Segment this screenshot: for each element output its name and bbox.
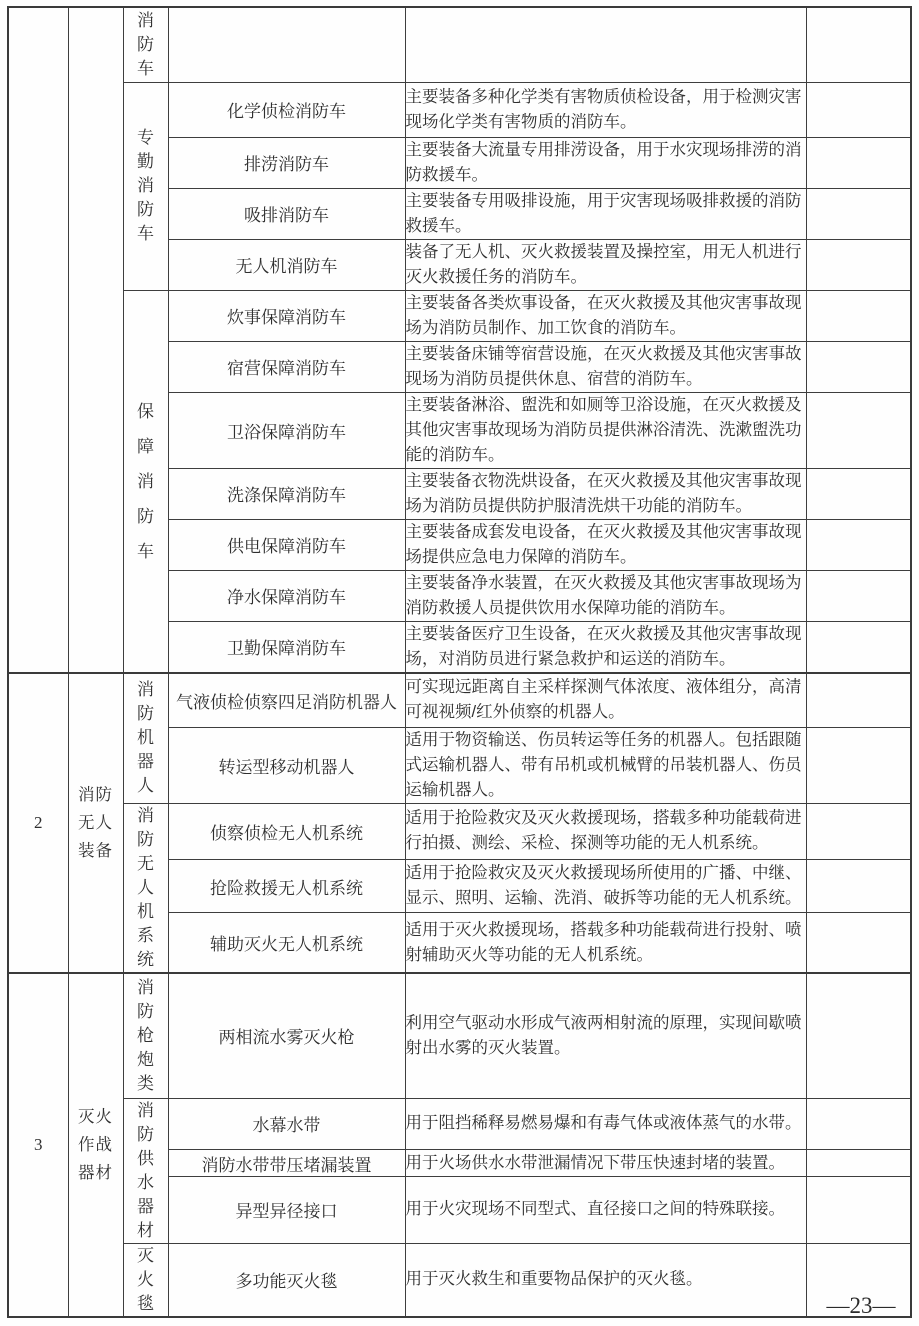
item-name-cell: 两相流水雾灭火枪 (168, 973, 405, 1098)
subcategory-label: 消防枪炮类 (137, 977, 154, 1093)
row-number-cell (8, 7, 68, 673)
subcategory-cell (123, 673, 168, 804)
description-cell: 主要装备净水装置，在灭火救援及其他灾害事故现场为消防救援人员提供饮用水保障功能的消防车。 (405, 570, 806, 621)
item-name-cell: 化学侦检消防车 (168, 82, 405, 137)
description-cell (405, 7, 806, 82)
item-name-cell: 排涝消防车 (168, 137, 405, 188)
item-name-cell: 宿营保障消防车 (168, 341, 405, 392)
item-name-cell: 消防水带带压堵漏装置 (168, 1150, 405, 1177)
row-number-cell: 2 (8, 673, 68, 974)
remark-cell (806, 188, 911, 239)
subcategory-label: 专勤消防车 (137, 128, 154, 243)
item-name-cell: 卫勤保障消防车 (168, 621, 405, 673)
subcategory-cell (123, 1243, 168, 1317)
description-cell: 主要装备医疗卫生设备，在灭火救援及其他灾害事故现场，对消防员进行紧急救护和运送的消防车。 (405, 621, 806, 673)
remark-cell (806, 913, 911, 973)
subcategory-label: 灭火毯 (137, 1245, 154, 1313)
item-name-cell: 多功能灭火毯 (168, 1243, 405, 1317)
page-number: —23— (826, 1293, 896, 1318)
subcategory-label: 消防车 (137, 10, 154, 78)
item-name-cell: 抢险救援无人机系统 (168, 859, 405, 913)
remark-cell (806, 392, 911, 468)
subcategory-cell (123, 82, 168, 290)
remark-cell (806, 7, 911, 82)
description-cell: 主要装备衣物洗烘设备，在灭火救援及其他灾害事故现场为消防员提供防护服清洗烘干功能的消防车。 (405, 468, 806, 519)
item-name-cell: 吸排消防车 (168, 188, 405, 239)
description-cell: 用于火灾现场不同型式、直径接口之间的特殊联接。 (405, 1177, 806, 1243)
subcategory-cell (123, 804, 168, 974)
description-cell: 用于火场供水水带泄漏情况下带压快速封堵的装置。 (405, 1150, 806, 1177)
remark-cell (806, 519, 911, 570)
description-cell: 主要装备多种化学类有害物质侦检设备，用于检测灾害现场化学类有害物质的消防车。 (405, 82, 806, 137)
category-cell (68, 673, 123, 974)
remark-cell (806, 728, 911, 804)
remark-cell (806, 341, 911, 392)
remark-cell (806, 673, 911, 728)
remark-cell (806, 570, 911, 621)
row-number-cell: 3 (8, 973, 68, 1317)
item-name-cell: 供电保障消防车 (168, 519, 405, 570)
remark-cell (806, 82, 911, 137)
subcategory-cell (123, 973, 168, 1098)
remark-cell (806, 137, 911, 188)
description-cell: 适用于灭火救援现场，搭载多种功能载荷进行投射、喷射辅助灭火等功能的无人机系统。 (405, 913, 806, 973)
item-name-cell (168, 7, 405, 82)
item-name-cell: 转运型移动机器人 (168, 728, 405, 804)
subcategory-label: 消防无人机系统 (137, 806, 154, 969)
description-cell: 适用于抢险救灾及灭火救援现场，搭载多种功能载荷进行拍摄、测绘、采检、探测等功能的无人机系统。 (405, 804, 806, 860)
description-cell: 主要装备大流量专用排涝设备，用于水灾现场排涝的消防救援车。 (405, 137, 806, 188)
description-cell: 可实现远距离自主采样探测气体浓度、液体组分，高清可视视频/红外侦察的机器人。 (405, 673, 806, 728)
remark-cell (806, 1150, 911, 1177)
remark-cell (806, 1098, 911, 1150)
description-cell: 适用于抢险救灾及灭火救援现场所使用的广播、中继、显示、照明、运输、洗消、破拆等功能的无人机系统。 (405, 859, 806, 913)
description-cell: 用于灭火救生和重要物品保护的灭火毯。 (405, 1243, 806, 1317)
item-name-cell: 净水保障消防车 (168, 570, 405, 621)
category-label: 消防无人装备 (78, 785, 113, 860)
remark-cell (806, 621, 911, 673)
description-cell: 主要装备成套发电设备，在灭火救援及其他灾害事故现场提供应急电力保障的消防车。 (405, 519, 806, 570)
item-name-cell: 炊事保障消防车 (168, 290, 405, 341)
description-cell: 主要装备淋浴、盥洗和如厕等卫浴设施，在灭火救援及其他灾害事故现场为消防员提供淋浴清洗、洗漱盥洗功能的消防车。 (405, 392, 806, 468)
category-cell (68, 7, 123, 673)
description-cell: 装备了无人机、灭火救援装置及操控室，用无人机进行灭火救援任务的消防车。 (405, 239, 806, 290)
category-label: 灭火作战器材 (78, 1107, 113, 1182)
description-cell: 利用空气驱动水形成气液两相射流的原理，实现间歇喷射出水雾的灭火装置。 (405, 973, 806, 1098)
item-name-cell: 水幕水带 (168, 1098, 405, 1150)
remark-cell (806, 290, 911, 341)
description-cell: 用于阻挡稀释易燃易爆和有毒气体或液体蒸气的水带。 (405, 1098, 806, 1150)
description-cell: 主要装备专用吸排设施，用于灾害现场吸排救援的消防救援车。 (405, 188, 806, 239)
item-name-cell: 无人机消防车 (168, 239, 405, 290)
remark-cell (806, 973, 911, 1098)
remark-cell (806, 239, 911, 290)
item-name-cell: 卫浴保障消防车 (168, 392, 405, 468)
subcategory-cell (123, 7, 168, 82)
category-cell (68, 973, 123, 1317)
equipment-table (7, 6, 912, 1318)
subcategory-label: 消防供水器材 (137, 1100, 154, 1240)
description-cell: 主要装备各类炊事设备，在灭火救援及其他灾害事故现场为消防员制作、加工饮食的消防车。 (405, 290, 806, 341)
remark-cell (806, 468, 911, 519)
subcategory-cell (123, 290, 168, 673)
description-cell: 适用于物资输送、伤员转运等任务的机器人。包括跟随式运输机器人、带有吊机或机械臂的吊装机器人、伤员运输机器人。 (405, 728, 806, 804)
remark-cell (806, 804, 911, 860)
item-name-cell: 气液侦检侦察四足消防机器人 (168, 673, 405, 728)
description-cell: 主要装备床铺等宿营设施，在灭火救援及其他灾害事故现场为消防员提供休息、宿营的消防车。 (405, 341, 806, 392)
item-name-cell: 洗涤保障消防车 (168, 468, 405, 519)
subcategory-label: 消防机器人 (137, 680, 154, 796)
subcategory-cell (123, 1098, 168, 1243)
item-name-cell: 异型异径接口 (168, 1177, 405, 1243)
remark-cell (806, 859, 911, 913)
item-name-cell: 辅助灭火无人机系统 (168, 913, 405, 973)
remark-cell (806, 1177, 911, 1243)
subcategory-label: 保障消防车 (137, 401, 154, 561)
item-name-cell: 侦察侦检无人机系统 (168, 804, 405, 860)
